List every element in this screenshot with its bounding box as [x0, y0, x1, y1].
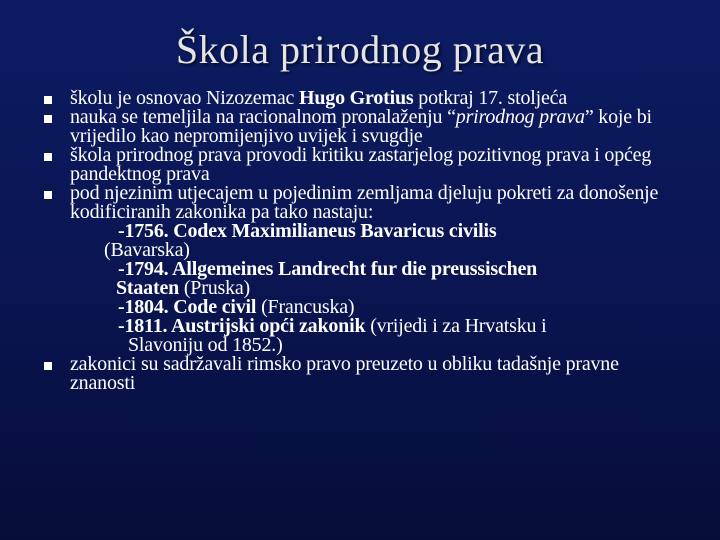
bullet-text: školu je osnovao Nizozemac Hugo Grotius potkraj 17. stoljeća: [70, 87, 568, 109]
bullet-item-codification: [48, 184, 688, 355]
square-bullet-icon: [44, 96, 52, 104]
square-bullet-icon: [44, 153, 52, 161]
code-item-france: -1804. Code civil (Francuska): [118, 296, 355, 318]
bullet-item-critique: [48, 146, 688, 184]
slide-title: Škola prirodnog prava: [175, 27, 545, 72]
bullet-list: [48, 89, 688, 393]
bullet-text: zakonici su sadržavali rimsko pravo preuzeto u obliku tadašnje pravne znanosti: [70, 353, 619, 394]
code-item-austria: -1811. Austrijski opći zakonik (vrijedi i za Hrvatsku i: [118, 315, 547, 337]
italic-term: prirodnog prava: [455, 106, 585, 128]
square-bullet-icon: [44, 191, 52, 199]
code-item-bavaria-country: (Bavarska): [104, 239, 190, 261]
bullet-text: škola prirodnog prava provodi kritiku zastarjelog pozitivnog prava i općeg pandektnog prava: [70, 144, 652, 185]
bullet-text: pod njezinim utjecajem u pojedinim zemljama djeluju pokreti za donošenje kodificiranih zakonika pa tako nastaju:: [70, 182, 659, 223]
bullet-text: nauka se temeljila na racionalnom pronalaženju “prirodnog prava” koje bi vrijedilo kao nepromijenjivo uvijek i svugdje: [70, 106, 652, 147]
bullet-item-natural-law: [48, 108, 688, 146]
code-item-austria-cont: Slavoniju od 1852.): [128, 334, 283, 356]
code-item-bavaria: -1756. Codex Maximilianeus Bavaricus civilis: [118, 220, 497, 242]
bold-name: Hugo Grotius: [298, 87, 414, 109]
code-item-prussia-cont: Staaten (Pruska): [116, 277, 251, 299]
square-bullet-icon: [44, 362, 52, 370]
square-bullet-icon: [44, 115, 52, 123]
bullet-item-roman-law: [48, 355, 688, 393]
code-item-prussia: -1794. Allgemeines Landrecht fur die preussischen: [118, 258, 538, 280]
